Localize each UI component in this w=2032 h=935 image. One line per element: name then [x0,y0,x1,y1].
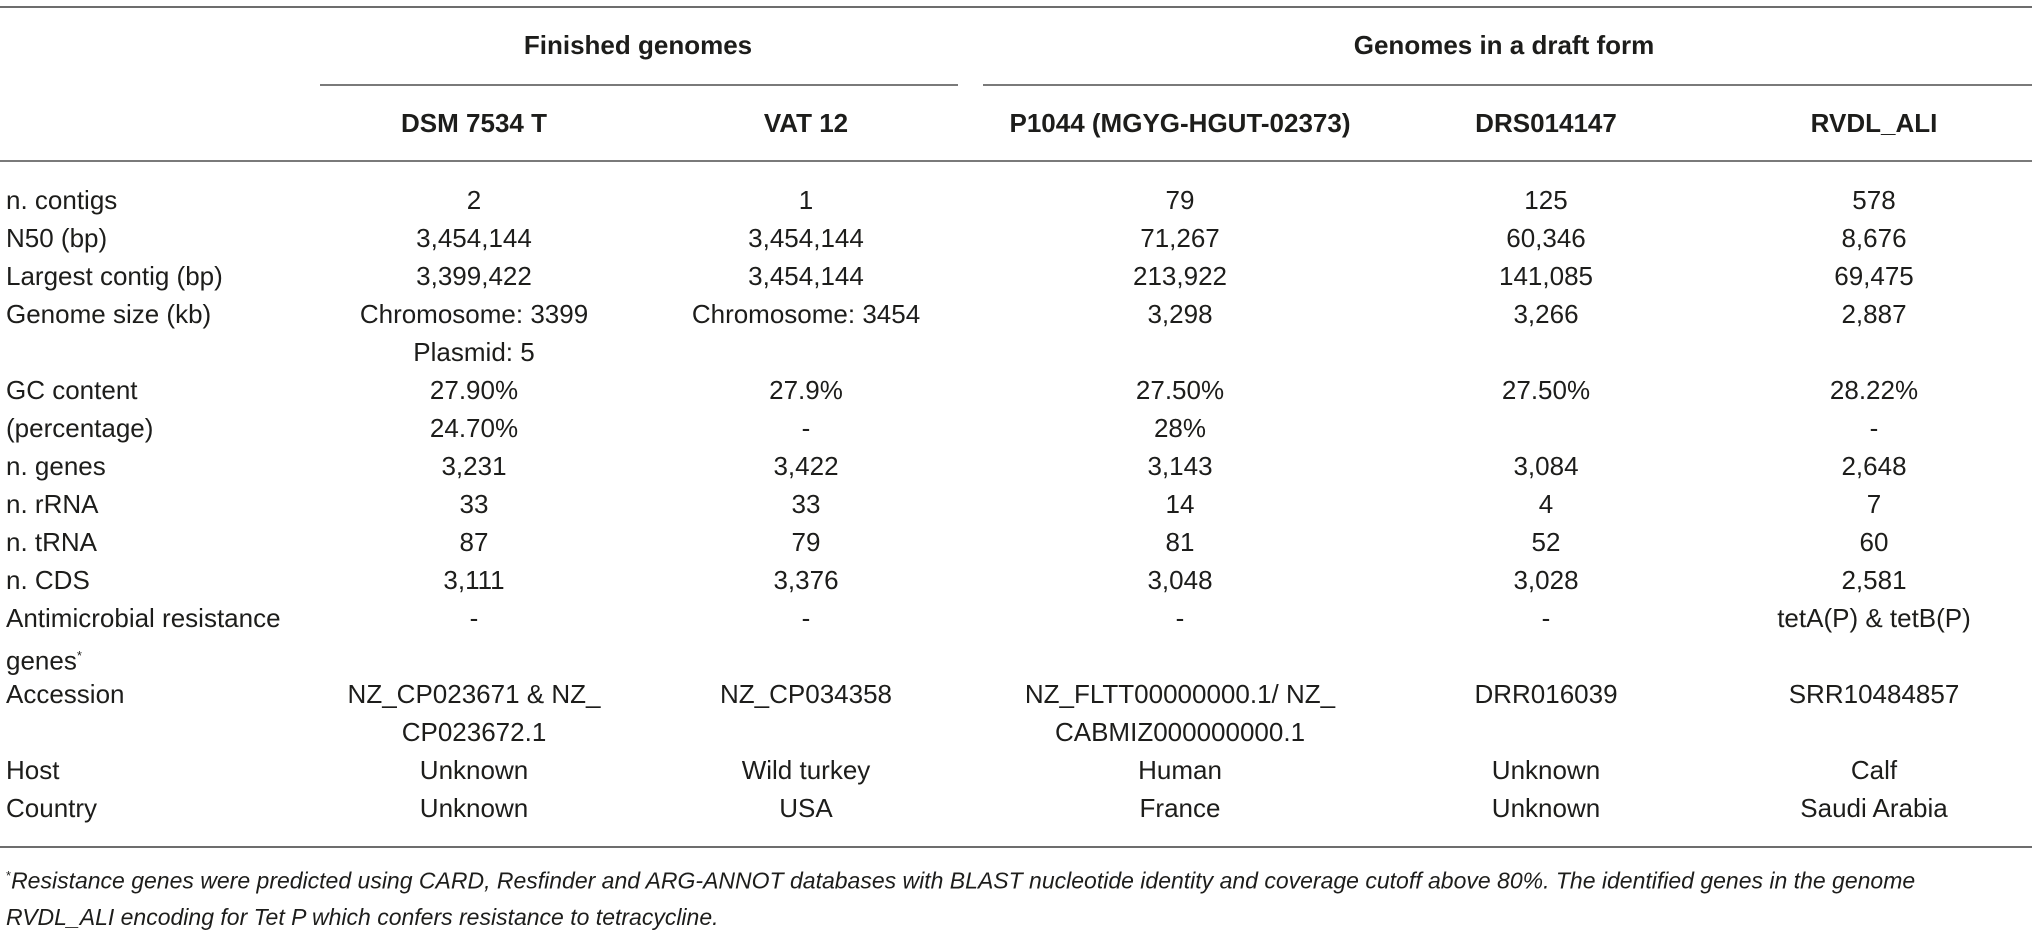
group-header-draft: Genomes in a draft form [1353,30,1655,60]
row-label: Accession [6,679,125,709]
table-cell: 24.70% [429,413,519,443]
table-cell: 27.90% [429,375,519,405]
table-cell: 4 [1538,489,1554,519]
table-cell: 27.50% [1501,375,1591,405]
table-cell: 33 [791,489,821,519]
group-header-finished: Finished genomes [523,30,753,60]
table-cell: CABMIZ000000000.1 [1054,717,1306,747]
table-cell: 28% [1153,413,1207,443]
table-cell: 3,454,144 [748,261,864,291]
table-cell: 2,648 [1841,451,1907,481]
table-cell: - [801,603,811,633]
table-cell: France [1139,793,1221,823]
table-cell: 7 [1866,489,1882,519]
footnote-marker: * [6,868,12,883]
table-cell: NZ_CP023671 & NZ_ [347,679,601,709]
group-rule-draft [983,84,2032,86]
table-cell: Saudi Arabia [1800,793,1948,823]
table-cell: tetA(P) & tetB(P) [1777,603,1971,633]
table-cell: 3,399,422 [416,261,532,291]
row-label-with-marker [6,637,82,680]
table-cell: Calf [1850,755,1898,785]
table-cell: 3,231 [441,451,507,481]
table-cell: Wild turkey [741,755,871,785]
footnote-marker: * [76,648,82,663]
table-cell: - [469,603,479,633]
row-label: Genome size (kb) [6,299,212,329]
table-cell: 71,267 [1140,223,1220,253]
table-cell: 27.9% [769,375,843,405]
column-header: RVDL_ALI [1810,108,1938,138]
table-cell: 28.22% [1829,375,1919,405]
table-cell: - [1541,603,1551,633]
table-cell: 2 [466,185,482,215]
table-cell: 79 [1165,185,1195,215]
table-cell: 2,887 [1841,299,1907,329]
table-cell: 8,676 [1841,223,1907,253]
table-cell: Unknown [419,793,529,823]
row-label: Largest contig (bp) [6,261,223,291]
table-cell: - [1175,603,1185,633]
table-cell: Chromosome: 3399 [359,299,589,329]
table-footnote [6,858,2016,935]
column-header: P1044 (MGYG-HGUT-02373) [1009,108,1351,138]
table-cell: Plasmid: 5 [413,337,535,367]
footnote-text: Resistance genes were predicted using CARD, Resfinder and ARG-ANNOT databases with BLAST nucleotide identity and coverage cutoff above 80%. The identified genes in the genome RVDL_ALI encoding for Tet P which confers resistance to tetracycline. [6,867,1916,930]
column-header: DSM 7534 T [401,108,547,138]
group-rule-finished [320,84,958,86]
column-header: VAT 12 [763,108,849,138]
table-cell: 2,581 [1841,565,1907,595]
table-cell: 3,298 [1147,299,1213,329]
table-cell: 33 [459,489,489,519]
table-cell: 27.50% [1135,375,1225,405]
table-cell: 60 [1859,527,1889,557]
row-label: (percentage) [6,413,154,443]
table-cell: 3,143 [1147,451,1213,481]
table-cell: 3,266 [1513,299,1579,329]
row-label: n. CDS [6,565,90,595]
table-cell: 3,084 [1513,451,1579,481]
row-label: Country [6,793,98,823]
table-cell: 69,475 [1834,261,1914,291]
table-cell: Unknown [1491,755,1601,785]
table-cell: 3,376 [773,565,839,595]
table-cell: 3,454,144 [416,223,532,253]
row-label: n. genes [6,451,106,481]
table-cell: CP023672.1 [401,717,547,747]
table-cell: 3,454,144 [748,223,864,253]
row-label: n. contigs [6,185,118,215]
table-cell: Chromosome: 3454 [691,299,921,329]
table-cell: 1 [798,185,814,215]
table-cell: Unknown [1491,793,1601,823]
row-label: N50 (bp) [6,223,108,253]
table-cell: SRR10484857 [1788,679,1960,709]
table-cell: NZ_FLTT00000000.1/ NZ_ [1024,679,1336,709]
table-cell: 87 [459,527,489,557]
table-cell: 3,048 [1147,565,1213,595]
row-label: GC content [6,375,138,405]
table-cell: 60,346 [1506,223,1586,253]
table-cell: NZ_CP034358 [720,679,892,709]
table-cell: 3,422 [773,451,839,481]
table-cell: 52 [1531,527,1561,557]
row-label: n. rRNA [6,489,99,519]
table-cell: Unknown [419,755,529,785]
table-cell: USA [779,793,833,823]
row-label: genes [6,645,77,676]
table-cell: 213,922 [1133,261,1227,291]
header-bottom-rule [0,160,2032,162]
table-cell: DRR016039 [1474,679,1618,709]
table-cell: Human [1138,755,1222,785]
table-cell: - [801,413,811,443]
table-cell: 14 [1165,489,1195,519]
table-cell: 125 [1524,185,1568,215]
table-cell: 3,028 [1513,565,1579,595]
row-label: Host [6,755,60,785]
table-cell: - [1869,413,1879,443]
row-label: Antimicrobial resistance [6,603,281,633]
table-cell: 141,085 [1499,261,1593,291]
table-bottom-rule [0,846,2032,848]
table-cell: 578 [1852,185,1896,215]
table-cell: 79 [791,527,821,557]
table-cell: 81 [1165,527,1195,557]
table-cell: 3,111 [443,565,505,595]
table-top-rule [0,6,2032,8]
row-label: n. tRNA [6,527,98,557]
column-header: DRS014147 [1475,108,1617,138]
